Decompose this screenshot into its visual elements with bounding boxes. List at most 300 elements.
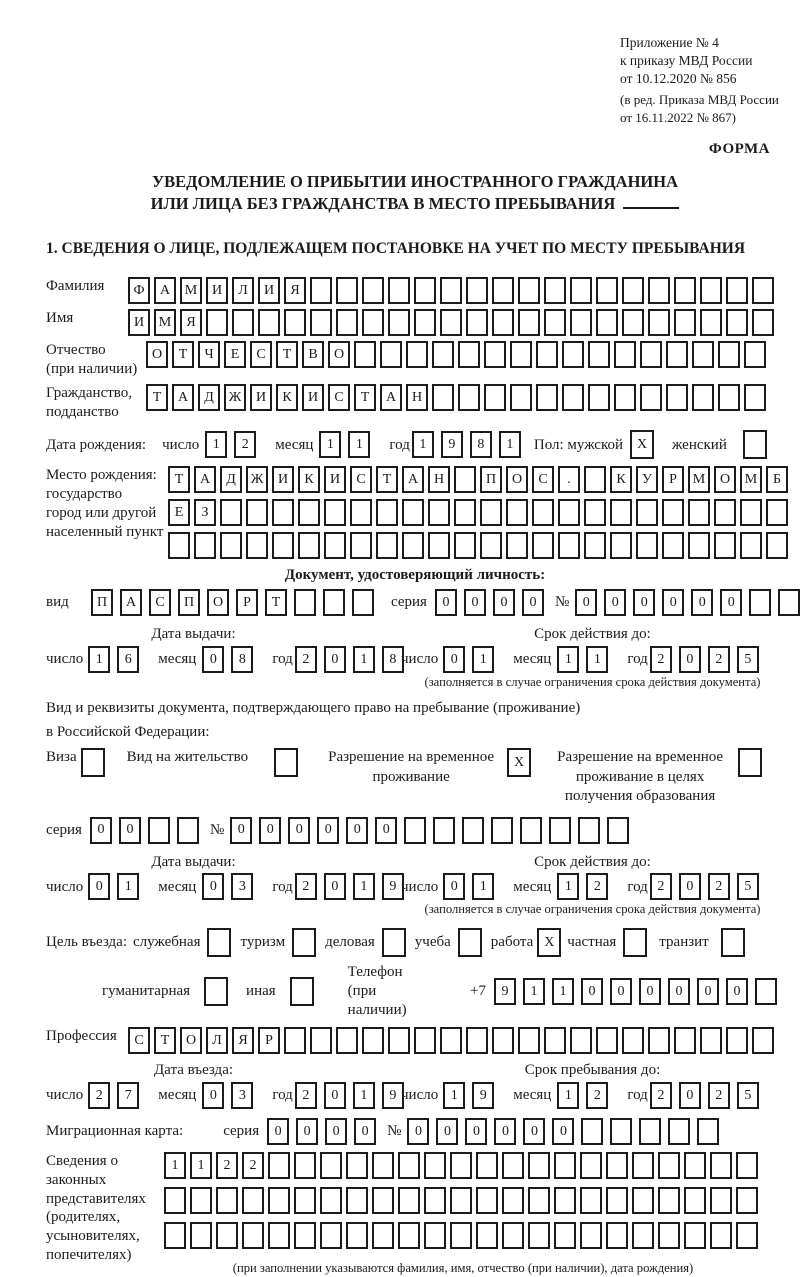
char-box[interactable]: 0	[88, 873, 110, 900]
char-box[interactable]	[518, 277, 540, 304]
char-box[interactable]: 0	[679, 873, 701, 900]
char-box[interactable]: 0	[575, 589, 597, 616]
char-box[interactable]	[310, 309, 332, 336]
char-box[interactable]	[580, 1187, 602, 1214]
char-box[interactable]: Д	[220, 466, 242, 493]
char-box[interactable]: 0	[435, 589, 457, 616]
char-box[interactable]: 2	[708, 646, 730, 673]
char-box[interactable]: Л	[206, 1027, 228, 1054]
char-box[interactable]	[268, 1187, 290, 1214]
char-box[interactable]: 0	[494, 1118, 516, 1145]
char-box[interactable]: Т	[168, 466, 190, 493]
option-temp-residence-edu-checkbox[interactable]	[738, 748, 762, 777]
char-box[interactable]: С	[250, 341, 272, 368]
char-box[interactable]	[580, 1222, 602, 1249]
char-box[interactable]	[246, 532, 268, 559]
char-box[interactable]	[684, 1222, 706, 1249]
char-box[interactable]	[362, 277, 384, 304]
char-box[interactable]: 0	[465, 1118, 487, 1145]
char-box[interactable]: И	[258, 277, 280, 304]
char-box[interactable]: 0	[346, 817, 368, 844]
char-box[interactable]: 0	[354, 1118, 376, 1145]
char-box[interactable]: 0	[726, 978, 748, 1005]
char-box[interactable]	[744, 384, 766, 411]
char-box[interactable]: С	[149, 589, 171, 616]
char-box[interactable]: К	[298, 466, 320, 493]
char-box[interactable]: 0	[523, 1118, 545, 1145]
char-box[interactable]: В	[302, 341, 324, 368]
char-box[interactable]: Т	[276, 341, 298, 368]
char-box[interactable]: 2	[242, 1152, 264, 1179]
char-box[interactable]: С	[128, 1027, 150, 1054]
option-residence-permit-checkbox[interactable]	[274, 748, 298, 777]
char-box[interactable]: 2	[295, 646, 317, 673]
char-box[interactable]	[584, 466, 606, 493]
char-box[interactable]: 2	[295, 1082, 317, 1109]
purpose-official-checkbox[interactable]	[207, 928, 231, 957]
char-box[interactable]: 2	[216, 1152, 238, 1179]
char-box[interactable]	[692, 384, 714, 411]
char-box[interactable]	[476, 1187, 498, 1214]
char-box[interactable]	[310, 277, 332, 304]
char-box[interactable]	[258, 309, 280, 336]
char-box[interactable]	[398, 1152, 420, 1179]
char-box[interactable]	[755, 978, 777, 1005]
char-box[interactable]: 0	[662, 589, 684, 616]
char-box[interactable]	[718, 384, 740, 411]
char-box[interactable]: О	[146, 341, 168, 368]
char-box[interactable]	[596, 277, 618, 304]
char-box[interactable]	[506, 532, 528, 559]
char-box[interactable]: Ф	[128, 277, 150, 304]
char-box[interactable]: Е	[168, 499, 190, 526]
char-box[interactable]	[554, 1152, 576, 1179]
char-box[interactable]: 3	[231, 1082, 253, 1109]
char-box[interactable]: 1	[472, 873, 494, 900]
char-box[interactable]: П	[91, 589, 113, 616]
char-box[interactable]	[372, 1187, 394, 1214]
char-box[interactable]: М	[180, 277, 202, 304]
char-box[interactable]	[414, 309, 436, 336]
char-box[interactable]	[372, 1222, 394, 1249]
char-box[interactable]: 9	[382, 1082, 404, 1109]
char-box[interactable]: О	[714, 466, 736, 493]
char-box[interactable]	[636, 532, 658, 559]
char-box[interactable]	[294, 589, 316, 616]
char-box[interactable]	[581, 1118, 603, 1145]
char-box[interactable]: 1	[164, 1152, 186, 1179]
char-box[interactable]: Д	[198, 384, 220, 411]
char-box[interactable]: И	[302, 384, 324, 411]
char-box[interactable]: 0	[679, 1082, 701, 1109]
char-box[interactable]	[336, 1027, 358, 1054]
char-box[interactable]	[688, 532, 710, 559]
char-box[interactable]	[424, 1152, 446, 1179]
char-box[interactable]: 1	[443, 1082, 465, 1109]
char-box[interactable]	[688, 499, 710, 526]
char-box[interactable]: 1	[523, 978, 545, 1005]
char-box[interactable]: Т	[154, 1027, 176, 1054]
char-box[interactable]	[740, 532, 762, 559]
char-box[interactable]: 2	[650, 873, 672, 900]
char-box[interactable]	[148, 817, 170, 844]
char-box[interactable]: 1	[190, 1152, 212, 1179]
char-box[interactable]: .	[558, 466, 580, 493]
char-box[interactable]: А	[154, 277, 176, 304]
char-box[interactable]	[376, 532, 398, 559]
char-box[interactable]: 2	[586, 1082, 608, 1109]
char-box[interactable]	[532, 499, 554, 526]
char-box[interactable]	[588, 341, 610, 368]
char-box[interactable]: 7	[117, 1082, 139, 1109]
char-box[interactable]: Я	[284, 277, 306, 304]
char-box[interactable]	[388, 277, 410, 304]
char-box[interactable]	[632, 1187, 654, 1214]
purpose-private-checkbox[interactable]	[623, 928, 647, 957]
char-box[interactable]: 0	[697, 978, 719, 1005]
char-box[interactable]	[570, 1027, 592, 1054]
char-box[interactable]	[216, 1222, 238, 1249]
char-box[interactable]	[432, 384, 454, 411]
char-box[interactable]: Т	[354, 384, 376, 411]
char-box[interactable]	[432, 341, 454, 368]
char-box[interactable]: 0	[493, 589, 515, 616]
char-box[interactable]	[658, 1187, 680, 1214]
char-box[interactable]: 1	[348, 431, 370, 458]
char-box[interactable]	[450, 1187, 472, 1214]
char-box[interactable]	[433, 817, 455, 844]
purpose-other-checkbox[interactable]	[290, 977, 314, 1006]
char-box[interactable]	[636, 499, 658, 526]
char-box[interactable]	[502, 1222, 524, 1249]
char-box[interactable]	[580, 1152, 602, 1179]
char-box[interactable]	[414, 1027, 436, 1054]
char-box[interactable]	[558, 499, 580, 526]
char-box[interactable]: 9	[494, 978, 516, 1005]
char-box[interactable]: И	[272, 466, 294, 493]
char-box[interactable]	[562, 384, 584, 411]
char-box[interactable]	[662, 532, 684, 559]
char-box[interactable]	[502, 1187, 524, 1214]
char-box[interactable]: 0	[443, 873, 465, 900]
char-box[interactable]	[610, 499, 632, 526]
char-box[interactable]: 0	[296, 1118, 318, 1145]
char-box[interactable]	[362, 309, 384, 336]
char-box[interactable]: 2	[295, 873, 317, 900]
char-box[interactable]	[268, 1152, 290, 1179]
char-box[interactable]	[492, 1027, 514, 1054]
char-box[interactable]	[674, 309, 696, 336]
char-box[interactable]	[554, 1187, 576, 1214]
char-box[interactable]: Н	[428, 466, 450, 493]
char-box[interactable]	[220, 532, 242, 559]
char-box[interactable]	[749, 589, 771, 616]
char-box[interactable]	[284, 309, 306, 336]
char-box[interactable]	[714, 499, 736, 526]
char-box[interactable]	[177, 817, 199, 844]
char-box[interactable]: 2	[650, 646, 672, 673]
char-box[interactable]	[596, 309, 618, 336]
char-box[interactable]: 1	[557, 1082, 579, 1109]
char-box[interactable]: 9	[441, 431, 463, 458]
char-box[interactable]	[752, 277, 774, 304]
char-box[interactable]: М	[740, 466, 762, 493]
char-box[interactable]	[458, 341, 480, 368]
char-box[interactable]	[684, 1152, 706, 1179]
char-box[interactable]	[320, 1187, 342, 1214]
char-box[interactable]	[622, 1027, 644, 1054]
char-box[interactable]: А	[172, 384, 194, 411]
char-box[interactable]	[320, 1152, 342, 1179]
char-box[interactable]	[476, 1152, 498, 1179]
char-box[interactable]	[194, 532, 216, 559]
char-box[interactable]: С	[328, 384, 350, 411]
purpose-humanitarian-checkbox[interactable]	[204, 977, 228, 1006]
char-box[interactable]	[588, 384, 610, 411]
char-box[interactable]: П	[178, 589, 200, 616]
char-box[interactable]	[376, 499, 398, 526]
char-box[interactable]	[778, 589, 800, 616]
char-box[interactable]: А	[402, 466, 424, 493]
char-box[interactable]: 1	[353, 873, 375, 900]
char-box[interactable]: 0	[259, 817, 281, 844]
char-box[interactable]	[484, 384, 506, 411]
char-box[interactable]: И	[250, 384, 272, 411]
char-box[interactable]	[614, 341, 636, 368]
char-box[interactable]: 8	[382, 646, 404, 673]
char-box[interactable]: 0	[720, 589, 742, 616]
char-box[interactable]	[506, 499, 528, 526]
char-box[interactable]: 0	[202, 873, 224, 900]
char-box[interactable]: Ж	[246, 466, 268, 493]
char-box[interactable]	[492, 277, 514, 304]
char-box[interactable]	[692, 341, 714, 368]
char-box[interactable]: 0	[464, 589, 486, 616]
char-box[interactable]: 1	[412, 431, 434, 458]
char-box[interactable]	[736, 1187, 758, 1214]
char-box[interactable]	[402, 499, 424, 526]
char-box[interactable]	[323, 589, 345, 616]
char-box[interactable]	[320, 1222, 342, 1249]
char-box[interactable]	[414, 277, 436, 304]
char-box[interactable]	[388, 309, 410, 336]
char-box[interactable]: 0	[691, 589, 713, 616]
char-box[interactable]	[726, 1027, 748, 1054]
char-box[interactable]: А	[194, 466, 216, 493]
char-box[interactable]	[450, 1222, 472, 1249]
char-box[interactable]: А	[120, 589, 142, 616]
char-box[interactable]: 5	[737, 1082, 759, 1109]
char-box[interactable]	[424, 1222, 446, 1249]
char-box[interactable]	[610, 532, 632, 559]
char-box[interactable]	[354, 341, 376, 368]
char-box[interactable]	[454, 499, 476, 526]
char-box[interactable]: 0	[679, 646, 701, 673]
char-box[interactable]	[544, 1027, 566, 1054]
char-box[interactable]: 1	[353, 646, 375, 673]
char-box[interactable]: 0	[407, 1118, 429, 1145]
char-box[interactable]	[554, 1222, 576, 1249]
char-box[interactable]: 1	[552, 978, 574, 1005]
char-box[interactable]: И	[128, 309, 150, 336]
char-box[interactable]: 0	[443, 646, 465, 673]
char-box[interactable]	[294, 1222, 316, 1249]
char-box[interactable]: 9	[382, 873, 404, 900]
char-box[interactable]: Я	[180, 309, 202, 336]
char-box[interactable]	[740, 499, 762, 526]
char-box[interactable]	[632, 1222, 654, 1249]
char-box[interactable]: 9	[472, 1082, 494, 1109]
char-box[interactable]	[710, 1187, 732, 1214]
char-box[interactable]	[424, 1187, 446, 1214]
char-box[interactable]	[710, 1222, 732, 1249]
char-box[interactable]	[736, 1222, 758, 1249]
char-box[interactable]: 0	[317, 817, 339, 844]
char-box[interactable]	[584, 499, 606, 526]
char-box[interactable]: 0	[202, 1082, 224, 1109]
char-box[interactable]: 2	[88, 1082, 110, 1109]
char-box[interactable]: Я	[232, 1027, 254, 1054]
char-box[interactable]	[648, 277, 670, 304]
char-box[interactable]: 2	[650, 1082, 672, 1109]
char-box[interactable]	[242, 1222, 264, 1249]
char-box[interactable]	[536, 341, 558, 368]
char-box[interactable]: 6	[117, 646, 139, 673]
char-box[interactable]	[466, 309, 488, 336]
char-box[interactable]	[584, 532, 606, 559]
char-box[interactable]	[440, 309, 462, 336]
char-box[interactable]	[346, 1187, 368, 1214]
char-box[interactable]	[440, 1027, 462, 1054]
char-box[interactable]: С	[350, 466, 372, 493]
char-box[interactable]: 1	[586, 646, 608, 673]
char-box[interactable]	[502, 1152, 524, 1179]
char-box[interactable]	[232, 309, 254, 336]
char-box[interactable]	[658, 1152, 680, 1179]
char-box[interactable]: 1	[557, 873, 579, 900]
char-box[interactable]: 2	[708, 873, 730, 900]
char-box[interactable]	[544, 277, 566, 304]
char-box[interactable]: 8	[470, 431, 492, 458]
char-box[interactable]: 0	[119, 817, 141, 844]
char-box[interactable]	[398, 1222, 420, 1249]
char-box[interactable]: 0	[522, 589, 544, 616]
char-box[interactable]	[294, 1152, 316, 1179]
char-box[interactable]: 0	[288, 817, 310, 844]
char-box[interactable]	[632, 1152, 654, 1179]
sex-female-checkbox[interactable]	[743, 430, 767, 459]
char-box[interactable]	[668, 1118, 690, 1145]
char-box[interactable]	[710, 1152, 732, 1179]
char-box[interactable]: 5	[737, 873, 759, 900]
char-box[interactable]: 1	[319, 431, 341, 458]
char-box[interactable]: О	[207, 589, 229, 616]
char-box[interactable]: У	[636, 466, 658, 493]
char-box[interactable]	[336, 277, 358, 304]
char-box[interactable]: Л	[232, 277, 254, 304]
char-box[interactable]: 0	[581, 978, 603, 1005]
char-box[interactable]	[674, 277, 696, 304]
char-box[interactable]	[206, 309, 228, 336]
char-box[interactable]	[294, 1187, 316, 1214]
char-box[interactable]: 0	[633, 589, 655, 616]
char-box[interactable]	[697, 1118, 719, 1145]
char-box[interactable]	[480, 499, 502, 526]
char-box[interactable]: 0	[267, 1118, 289, 1145]
char-box[interactable]	[606, 1222, 628, 1249]
char-box[interactable]: 3	[231, 873, 253, 900]
char-box[interactable]	[700, 277, 722, 304]
char-box[interactable]: Р	[258, 1027, 280, 1054]
char-box[interactable]: И	[324, 466, 346, 493]
char-box[interactable]: 5	[737, 646, 759, 673]
char-box[interactable]	[528, 1152, 550, 1179]
char-box[interactable]	[216, 1187, 238, 1214]
char-box[interactable]	[570, 309, 592, 336]
char-box[interactable]: С	[532, 466, 554, 493]
char-box[interactable]	[518, 1027, 540, 1054]
char-box[interactable]	[532, 532, 554, 559]
char-box[interactable]	[648, 1027, 670, 1054]
char-box[interactable]	[336, 309, 358, 336]
char-box[interactable]: 0	[610, 978, 632, 1005]
char-box[interactable]	[752, 309, 774, 336]
char-box[interactable]	[684, 1187, 706, 1214]
char-box[interactable]: Т	[265, 589, 287, 616]
char-box[interactable]	[726, 309, 748, 336]
char-box[interactable]	[406, 341, 428, 368]
char-box[interactable]: 0	[604, 589, 626, 616]
char-box[interactable]	[662, 499, 684, 526]
char-box[interactable]	[752, 1027, 774, 1054]
option-visa-checkbox[interactable]	[81, 748, 105, 777]
char-box[interactable]	[402, 532, 424, 559]
purpose-business-checkbox[interactable]	[382, 928, 406, 957]
char-box[interactable]	[380, 341, 402, 368]
char-box[interactable]: М	[688, 466, 710, 493]
char-box[interactable]	[622, 309, 644, 336]
char-box[interactable]	[454, 466, 476, 493]
char-box[interactable]	[310, 1027, 332, 1054]
char-box[interactable]: 0	[639, 978, 661, 1005]
char-box[interactable]	[298, 532, 320, 559]
char-box[interactable]	[352, 589, 374, 616]
char-box[interactable]: 0	[375, 817, 397, 844]
char-box[interactable]	[510, 341, 532, 368]
char-box[interactable]	[666, 341, 688, 368]
char-box[interactable]	[639, 1118, 661, 1145]
char-box[interactable]	[246, 499, 268, 526]
char-box[interactable]	[268, 1222, 290, 1249]
char-box[interactable]: 1	[472, 646, 494, 673]
char-box[interactable]	[640, 341, 662, 368]
char-box[interactable]	[388, 1027, 410, 1054]
char-box[interactable]: Ж	[224, 384, 246, 411]
char-box[interactable]	[562, 341, 584, 368]
char-box[interactable]	[520, 817, 542, 844]
char-box[interactable]: Т	[146, 384, 168, 411]
char-box[interactable]	[658, 1222, 680, 1249]
char-box[interactable]: Р	[662, 466, 684, 493]
char-box[interactable]	[718, 341, 740, 368]
char-box[interactable]	[606, 1187, 628, 1214]
char-box[interactable]: 0	[552, 1118, 574, 1145]
char-box[interactable]	[558, 532, 580, 559]
char-box[interactable]: О	[328, 341, 350, 368]
char-box[interactable]: 0	[325, 1118, 347, 1145]
char-box[interactable]: 1	[117, 873, 139, 900]
char-box[interactable]	[272, 499, 294, 526]
